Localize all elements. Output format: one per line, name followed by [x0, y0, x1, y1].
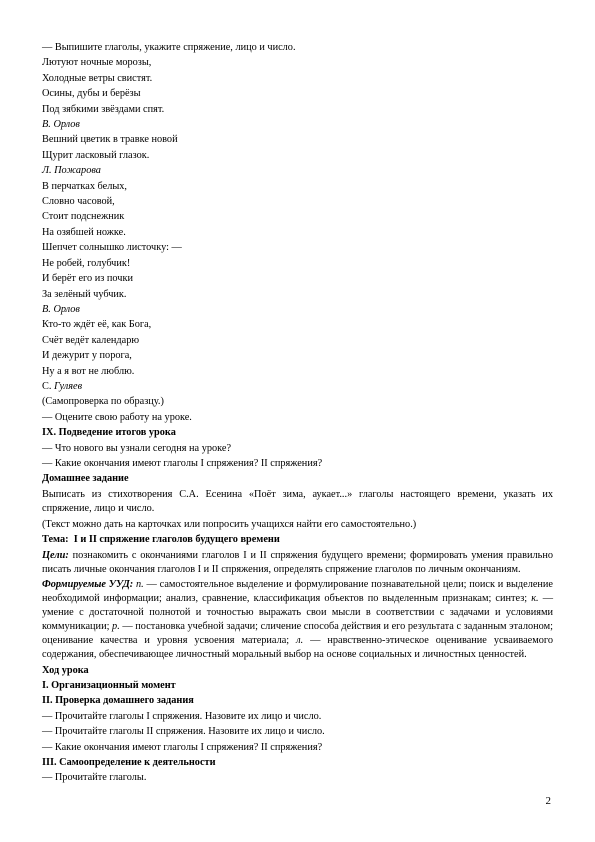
- poem-line: Стоит подснежник: [42, 211, 125, 223]
- uud-label: Формируемые УУД:: [42, 578, 134, 590]
- section-heading: I. Организационный момент: [42, 680, 176, 691]
- uud-r-key: р.: [112, 620, 120, 632]
- course-heading: Ход урока: [42, 664, 89, 676]
- poem-line: За зелёный чубчик.: [42, 288, 127, 300]
- document-page: [42, 40, 553, 786]
- question-line: — Какие окончания имеют глаголы I спряжения? II спряжения?: [42, 457, 323, 469]
- poem-author: [42, 379, 553, 394]
- topic-line: [42, 532, 553, 547]
- poem-line: Счёт ведёт календарю: [42, 334, 140, 346]
- task-line: — Выпишите глаголы, укажите спряжение, лицо и число.: [42, 42, 296, 53]
- uud-r-text: — постановка учебной задачи; сличение способа действия и его результата с заданным эталоном; оценивание качества и уровня усвоения материала;: [42, 620, 553, 646]
- topic-title: I и II спряжение глаголов будущего времени: [73, 534, 280, 546]
- poem-line: Холодные ветры свистят.: [42, 72, 153, 84]
- question-line: — Какие окончания имеют глаголы I спряжения? II спряжения?: [42, 741, 323, 753]
- poem-author: Л. Пожарова: [42, 165, 101, 177]
- poem-line: Словно часовой,: [42, 196, 115, 208]
- topic-label: Тема:: [42, 534, 69, 546]
- task-line: — Оцените свою работу на уроке.: [42, 411, 192, 423]
- goals-label: Цели:: [42, 549, 69, 561]
- poem-line: На озябшей ножке.: [42, 226, 126, 238]
- question-line: — Прочитайте глаголы II спряжения. Назовите их лицо и число.: [42, 726, 325, 738]
- author-initial: С.: [42, 380, 55, 392]
- uud-k-key: к.: [531, 592, 539, 604]
- poem-line: Лютуют ночные морозы,: [42, 57, 152, 69]
- uud-p-key: п.: [135, 578, 144, 590]
- poem-author: В. Орлов: [42, 119, 80, 131]
- author-surname: Гуляев: [54, 380, 83, 392]
- uud-l-key: л.: [296, 634, 304, 646]
- question-line: — Прочитайте глаголы.: [42, 772, 147, 784]
- poem-line: Щурит ласковый глазок.: [42, 149, 150, 161]
- question-line: — Прочитайте глаголы I спряжения. Назовите их лицо и число.: [42, 710, 322, 722]
- section-heading: IX. Подведение итогов урока: [42, 427, 176, 439]
- section-heading: III. Самоопределение к деятельности: [42, 757, 216, 769]
- poem-line: В перчатках белых,: [42, 180, 127, 192]
- homework-text: Выписать из стихотворения С.А. Есенина «Поёт зима, аукает...» глаголы настоящего времени, указать их спряжение, лицо и число.: [42, 488, 553, 514]
- homework-note: (Текст можно дать на карточках или попросить учащихся найти его самостоятельно.): [42, 518, 417, 530]
- poem-line: Осины, дубы и берёзы: [42, 88, 141, 100]
- poem-line: Под зябкими звёздами спят.: [42, 103, 165, 115]
- poem-line: Вешний цветик в травке новой: [42, 134, 178, 146]
- poem-line: Не робей, голубчик!: [42, 257, 131, 269]
- goals-text: познакомить с окончаниями глаголов I и II спряжения будущего времени; формировать умения правильно писать личные окончания глаголов I и II спряжения, определять спряжение глаголов по личным окончаниям.: [42, 549, 553, 575]
- uud-k-text: — умение с достаточной полнотой и точностью выражать свои мысли в соответствии с задачами и условиями коммуникации;: [42, 592, 553, 632]
- goals-paragraph: [42, 549, 553, 577]
- poem-line: Шепчет солнышко листочку: —: [42, 242, 182, 254]
- question-line: — Что нового вы узнали сегодня на уроке?: [42, 442, 232, 454]
- self-check-note: (Самопроверка по образцу.): [42, 396, 164, 408]
- section-heading: II. Проверка домашнего задания: [42, 695, 194, 707]
- uud-p-text: — самостоятельное выделение и формулирование познавательной цели; поиск и выделение необходимой информации; анализ, сравнение, классификация объектов по выделенным признакам; синтез;: [42, 578, 554, 604]
- poem-line: Кто-то ждёт её, как Бога,: [42, 319, 152, 331]
- poem-author: В. Орлов: [42, 303, 80, 315]
- page-number: 2: [545, 795, 551, 807]
- poem-line: Ну а я вот не люблю.: [42, 365, 135, 377]
- uud-l-text: — нравственно-этическое оценивание усваиваемого содержания, обеспечивающее личностный моральный выбор на основе социальных и личностных ценностей.: [42, 634, 553, 660]
- uud-paragraph: [42, 578, 553, 662]
- poem-line: И берёт его из почки: [42, 273, 133, 285]
- poem-line: И дежурит у порога,: [42, 350, 132, 362]
- homework-heading: Домашнее задание: [42, 473, 129, 485]
